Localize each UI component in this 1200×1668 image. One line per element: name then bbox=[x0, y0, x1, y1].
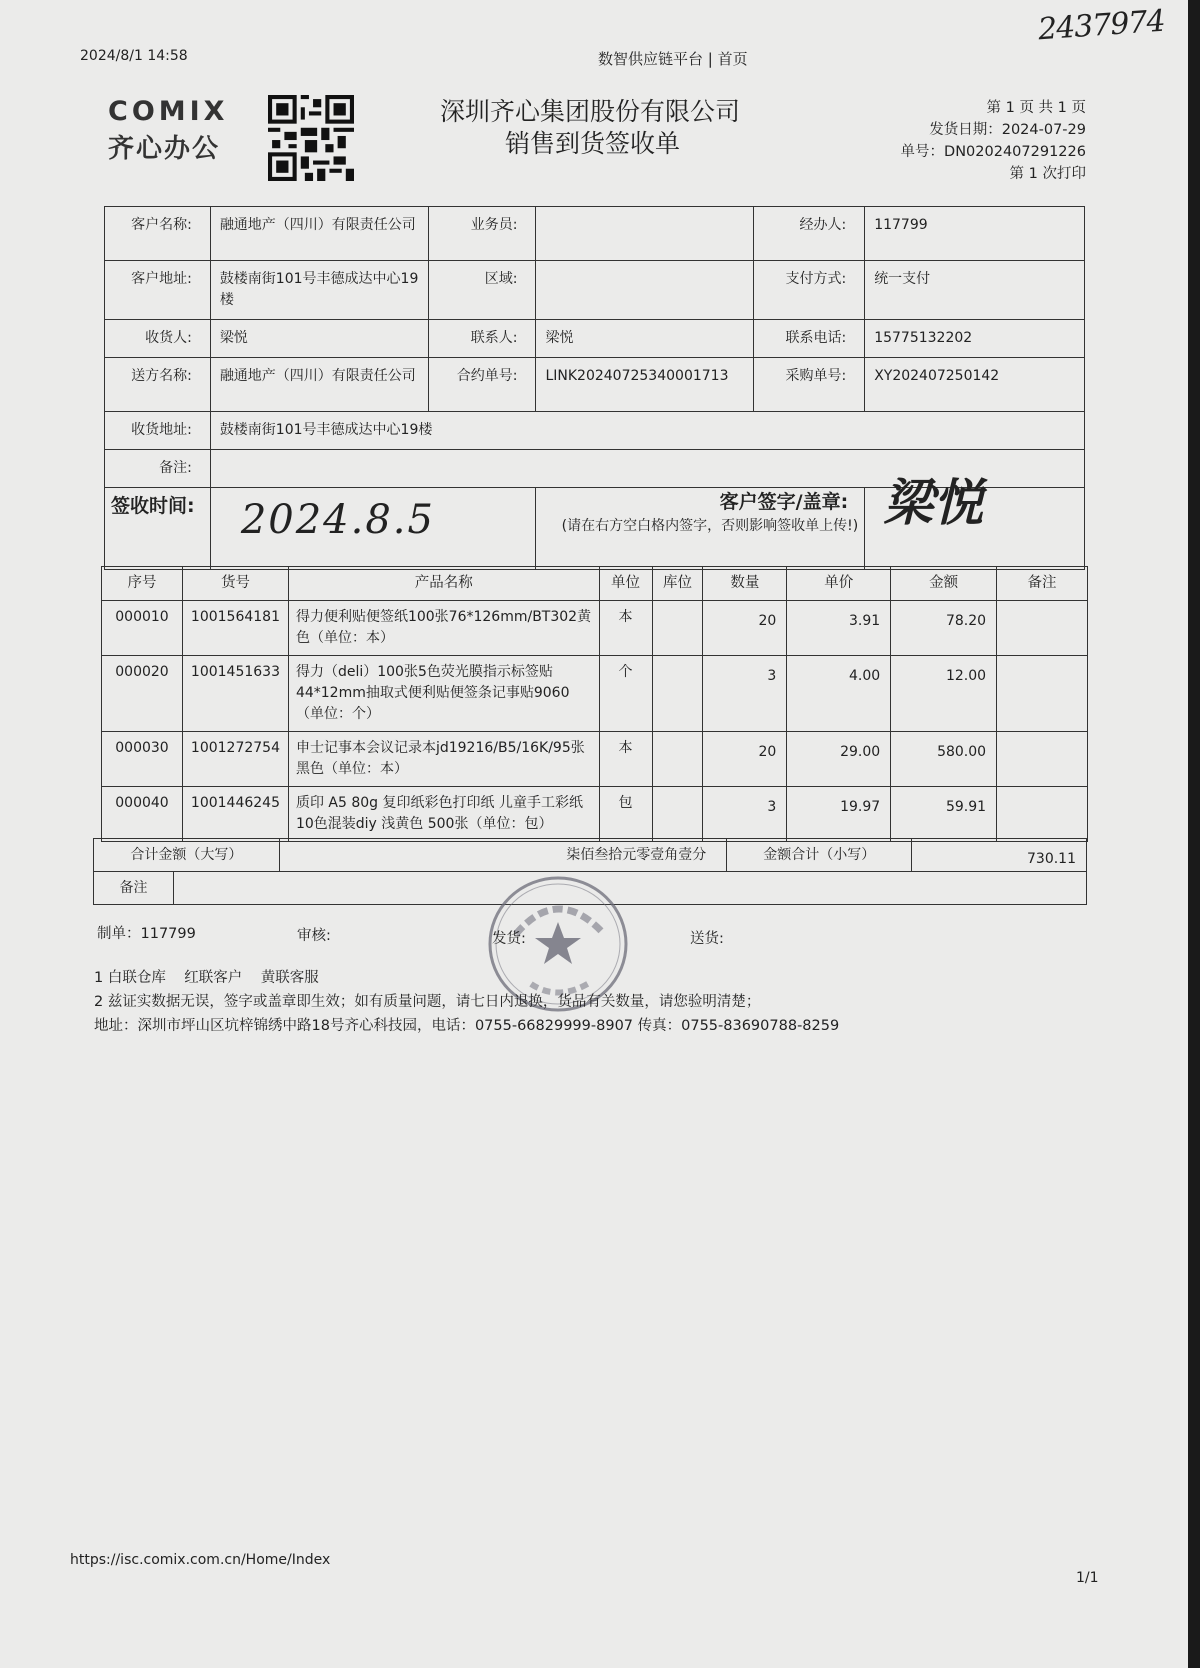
deliver-address: 鼓楼南街101号丰德成达中心19楼 bbox=[210, 412, 1084, 450]
item-seq: 000010 bbox=[102, 601, 183, 656]
contract-number: LINK20240725340001713 bbox=[536, 358, 754, 412]
phone: 15775132202 bbox=[865, 320, 1085, 358]
item-note bbox=[997, 656, 1088, 732]
header-amount: 金额 bbox=[891, 567, 997, 601]
header-price: 单价 bbox=[787, 567, 891, 601]
page-url: https://isc.comix.com.cn/Home/Index bbox=[70, 1552, 331, 1568]
handwritten-signature: 梁悦 bbox=[883, 473, 984, 532]
items-table bbox=[101, 566, 1088, 842]
logo-cn: 齐心办公 bbox=[108, 134, 221, 164]
item-name: 质印 A5 80g 复印纸彩色打印纸 儿童手工彩纸 10色混装diy 浅黄色 500张（单位：包） bbox=[288, 787, 599, 842]
region bbox=[536, 261, 754, 320]
contact: 梁悦 bbox=[536, 320, 754, 358]
handwritten-number: 2437974 bbox=[1036, 3, 1166, 48]
item-note bbox=[997, 787, 1088, 842]
footer-maker: 制单：117799 bbox=[97, 926, 196, 942]
label-handler: 经办人: bbox=[754, 207, 865, 261]
item-sku: 1001451633 bbox=[182, 656, 288, 732]
print-count: 第 1 次打印 bbox=[1009, 166, 1086, 182]
order-number: 单号：DN0202407291226 bbox=[900, 144, 1086, 160]
total-lower: 730.11 bbox=[912, 839, 1087, 872]
item-price: 19.97 bbox=[787, 787, 891, 842]
footer-deliver: 送货: bbox=[690, 931, 724, 947]
label-payment: 支付方式: bbox=[754, 261, 865, 320]
item-unit: 包 bbox=[599, 787, 652, 842]
header-note: 备注 bbox=[997, 567, 1088, 601]
platform-title: 数智供应链平台 | 首页 bbox=[598, 50, 748, 68]
document-title: 销售到货签收单 bbox=[505, 129, 681, 158]
item-location bbox=[652, 787, 703, 842]
item-price: 29.00 bbox=[787, 732, 891, 787]
label-total-upper: 合计金额（大写） bbox=[94, 839, 280, 872]
header-name: 产品名称 bbox=[288, 567, 599, 601]
payment-method: 统一支付 bbox=[865, 261, 1085, 320]
item-amount: 12.00 bbox=[891, 656, 997, 732]
table-row bbox=[102, 787, 1088, 842]
footer-ship: 发货: bbox=[492, 931, 526, 947]
item-price: 4.00 bbox=[787, 656, 891, 732]
item-location bbox=[652, 601, 703, 656]
item-unit: 本 bbox=[599, 732, 652, 787]
send-to-name: 融通地产（四川）有限责任公司 bbox=[210, 358, 428, 412]
header-sku: 货号 bbox=[182, 567, 288, 601]
label-region: 区域: bbox=[428, 261, 536, 320]
label-total-lower: 金额合计（小写） bbox=[727, 839, 912, 872]
item-qty: 20 bbox=[703, 732, 787, 787]
company-title: 深圳齐心集团股份有限公司 bbox=[440, 97, 741, 126]
item-name: 得力（deli）100张5色荧光膜指示标签贴 44*12mm抽取式便利贴便签条记事贴9060（单位：个） bbox=[288, 656, 599, 732]
handler: 117799 bbox=[865, 207, 1085, 261]
table-row bbox=[102, 656, 1088, 732]
item-qty: 3 bbox=[703, 656, 787, 732]
item-name: 申士记事本会议记录本jd19216/B5/16K/95张黑色（单位：本） bbox=[288, 732, 599, 787]
item-qty: 20 bbox=[703, 601, 787, 656]
table-row bbox=[102, 732, 1088, 787]
footer-address: 地址：深圳市坪山区坑梓锦绣中路18号齐心科技园，电话：0755-66829999-8907 传真：0755-83690788-8259 bbox=[94, 1018, 840, 1034]
ship-date: 发货日期：2024-07-29 bbox=[929, 122, 1086, 138]
label-total-remark: 备注 bbox=[94, 872, 174, 905]
item-name: 得力便利贴便签纸100张76*126mm/BT302黄色（单位：本） bbox=[288, 601, 599, 656]
total-upper: 柒佰叁拾元零壹角壹分 bbox=[279, 839, 726, 872]
qr-code-icon bbox=[268, 95, 354, 181]
header-unit: 单位 bbox=[599, 567, 652, 601]
item-note bbox=[997, 732, 1088, 787]
item-unit: 本 bbox=[599, 601, 652, 656]
item-amount: 580.00 bbox=[891, 732, 997, 787]
item-sku: 1001564181 bbox=[182, 601, 288, 656]
table-row bbox=[102, 601, 1088, 656]
items-header-row bbox=[102, 567, 1088, 601]
label-po: 采购单号: bbox=[754, 358, 865, 412]
label-contract: 合约单号: bbox=[428, 358, 536, 412]
item-amount: 78.20 bbox=[891, 601, 997, 656]
header-seq: 序号 bbox=[102, 567, 183, 601]
customer-name: 融通地产（四川）有限责任公司 bbox=[210, 207, 428, 261]
page-number: 1/1 bbox=[1076, 1570, 1099, 1586]
item-location bbox=[652, 656, 703, 732]
label-deliver-address: 收货地址: bbox=[105, 412, 211, 450]
label-salesman: 业务员: bbox=[428, 207, 536, 261]
label-customer-address: 客户地址: bbox=[105, 261, 211, 320]
salesman bbox=[536, 207, 754, 261]
header-location: 库位 bbox=[652, 567, 703, 601]
page-info: 第 1 页 共 1 页 bbox=[986, 100, 1086, 116]
footer-audit: 审核: bbox=[297, 928, 331, 944]
item-sku: 1001446245 bbox=[182, 787, 288, 842]
label-receiver: 收货人: bbox=[105, 320, 211, 358]
item-seq: 000040 bbox=[102, 787, 183, 842]
label-sign-time: 签收时间: bbox=[105, 488, 211, 570]
label-phone: 联系电话: bbox=[754, 320, 865, 358]
footer-note-1: 1 白联仓库 红联客户 黄联客服 bbox=[94, 970, 319, 986]
item-sku: 1001272754 bbox=[182, 732, 288, 787]
item-amount: 59.91 bbox=[891, 787, 997, 842]
item-note bbox=[997, 601, 1088, 656]
footer-note-2: 2 兹证实数据无误，签字或盖章即生效；如有质量问题，请七日内退换，货品有关数量，请您验明清楚； bbox=[94, 994, 761, 1010]
item-seq: 000030 bbox=[102, 732, 183, 787]
po-number: XY202407250142 bbox=[865, 358, 1085, 412]
item-location bbox=[652, 732, 703, 787]
label-customer-name: 客户名称: bbox=[105, 207, 211, 261]
header-qty: 数量 bbox=[703, 567, 787, 601]
receiver: 梁悦 bbox=[210, 320, 428, 358]
label-remark: 备注: bbox=[105, 450, 211, 488]
logo-en: COMIX bbox=[108, 96, 229, 127]
sign-instruction: (请在右方空白格内签字，否则影响签收单上传!) bbox=[561, 518, 859, 534]
item-price: 3.91 bbox=[787, 601, 891, 656]
label-customer-sign: 客户签字/盖章: bbox=[719, 491, 849, 513]
item-qty: 3 bbox=[703, 787, 787, 842]
label-send-to: 送方名称: bbox=[105, 358, 211, 412]
handwritten-sign-date: 2024.8.5 bbox=[240, 497, 435, 543]
label-contact: 联系人: bbox=[428, 320, 536, 358]
item-unit: 个 bbox=[599, 656, 652, 732]
customer-address: 鼓楼南街101号丰德成达中心19楼 bbox=[210, 261, 428, 320]
item-seq: 000020 bbox=[102, 656, 183, 732]
customer-info-table bbox=[104, 206, 1085, 570]
print-datetime: 2024/8/1 14:58 bbox=[80, 48, 188, 64]
